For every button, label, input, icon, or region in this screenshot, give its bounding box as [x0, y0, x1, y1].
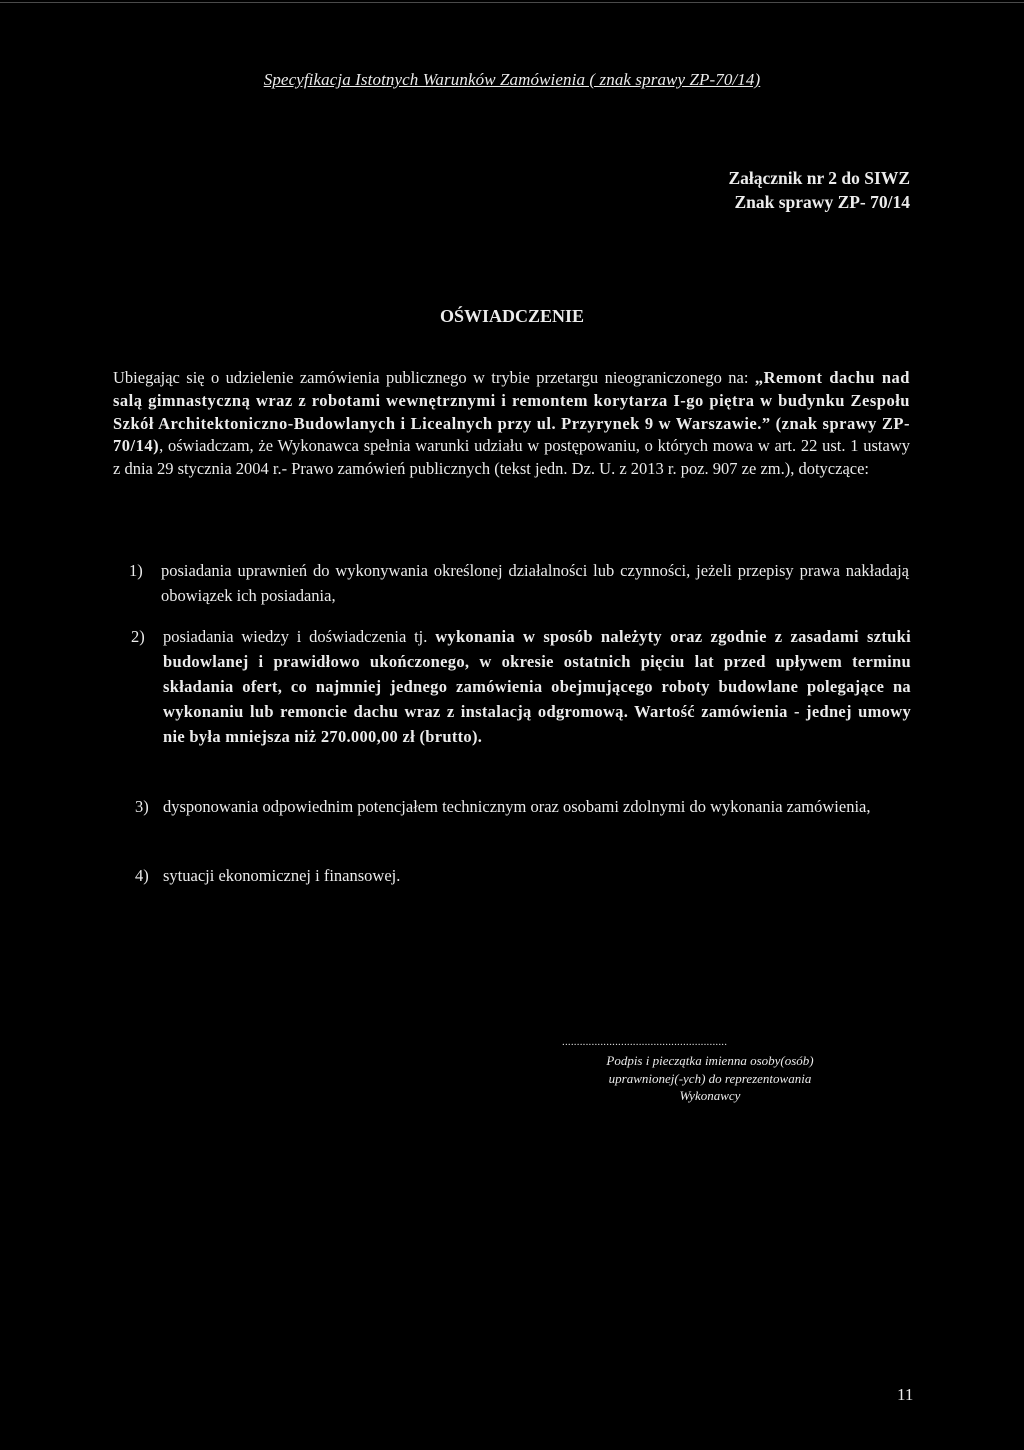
- list-item-number: 2): [131, 627, 145, 646]
- signature-caption-line-2: uprawnionej(-ych) do reprezentowania: [608, 1070, 812, 1086]
- list-item-number: 4): [135, 866, 149, 885]
- list-item-2: [131, 624, 911, 749]
- list-item-1: [129, 558, 909, 608]
- signature-caption-line-3: Wykonawcy: [679, 1088, 741, 1103]
- annex-label: Załącznik nr 2 do SIWZ: [728, 168, 910, 188]
- list-item-number: 3): [135, 797, 149, 816]
- list-item-text: [163, 624, 911, 749]
- list-item-text: posiadania uprawnień do wykonywania określonej działalności lub czynności, jeżeli przepisy prawa nakładają obowiązek ich posiadania,: [161, 561, 909, 605]
- case-number: Znak sprawy ZP- 70/14: [734, 192, 910, 212]
- annex-block: [728, 166, 910, 214]
- intro-paragraph: [113, 367, 910, 481]
- list-item-3: [135, 794, 911, 819]
- intro-text-1: Ubiegając się o udzielenie zamówienia publicznego w trybie przetargu nieograniczonego na:: [113, 368, 755, 387]
- list-item-text: sytuacji ekonomicznej i finansowej.: [163, 866, 401, 885]
- intro-text-2: , oświadczam, że Wykonawca spełnia warunki udziału w postępowaniu, o których mowa w art. 22 ust. 1 ustawy z dnia 29 stycznia 2004 r.- Prawo zamówień publicznych (tekst jedn. Dz. U. z 2013 r. poz. 907 ze zm.), dotyczące:: [113, 436, 910, 479]
- top-rule: [0, 2, 1024, 3]
- signature-caption-line-1: Podpis i pieczątka imienna osoby(osób): [606, 1053, 814, 1068]
- intro-subject: „Remont dachu nad salą gimnastyczną wraz z robotami wewnętrznymi i remontem korytarza I-go piętra w budynku Zespołu Szkół Architektoniczno-Budowlanych i Licealnych przy ul. Przyrynek 9 w Warszawie.” (znak sprawy ZP-70/14): [113, 368, 910, 456]
- running-header: Specyfikacja Istotnych Warunków Zamówienia ( znak sprawy ZP-70/14): [263, 70, 761, 89]
- signature-caption: [560, 1052, 860, 1105]
- document-title: OŚWIADCZENIE: [439, 306, 585, 326]
- signature-line: ........................................................: [562, 1036, 728, 1048]
- page-number: 11: [897, 1385, 914, 1404]
- list-item-text-regular: posiadania wiedzy i doświadczenia tj.: [163, 627, 436, 646]
- list-item-4: [135, 863, 915, 888]
- list-item-text-bold: wykonania w sposób należyty oraz zgodnie z zasadami sztuki budowlanej i prawidłowo ukończonego, w okresie ostatnich pięciu lat przed upływem terminu składania ofert, co najmniej jednego zamówienia obejmującego roboty budowlane polegające na wykonaniu lub remoncie dachu wraz z instalacją odgromową. Wartość zamówienia - jednej umowy nie była mniejsza niż 270.000,00 zł (brutto).: [163, 627, 911, 746]
- list-item-text: dysponowania odpowiednim potencjałem technicznym oraz osobami zdolnymi do wykonania zamówienia,: [163, 797, 871, 816]
- list-item-number: 1): [129, 561, 143, 580]
